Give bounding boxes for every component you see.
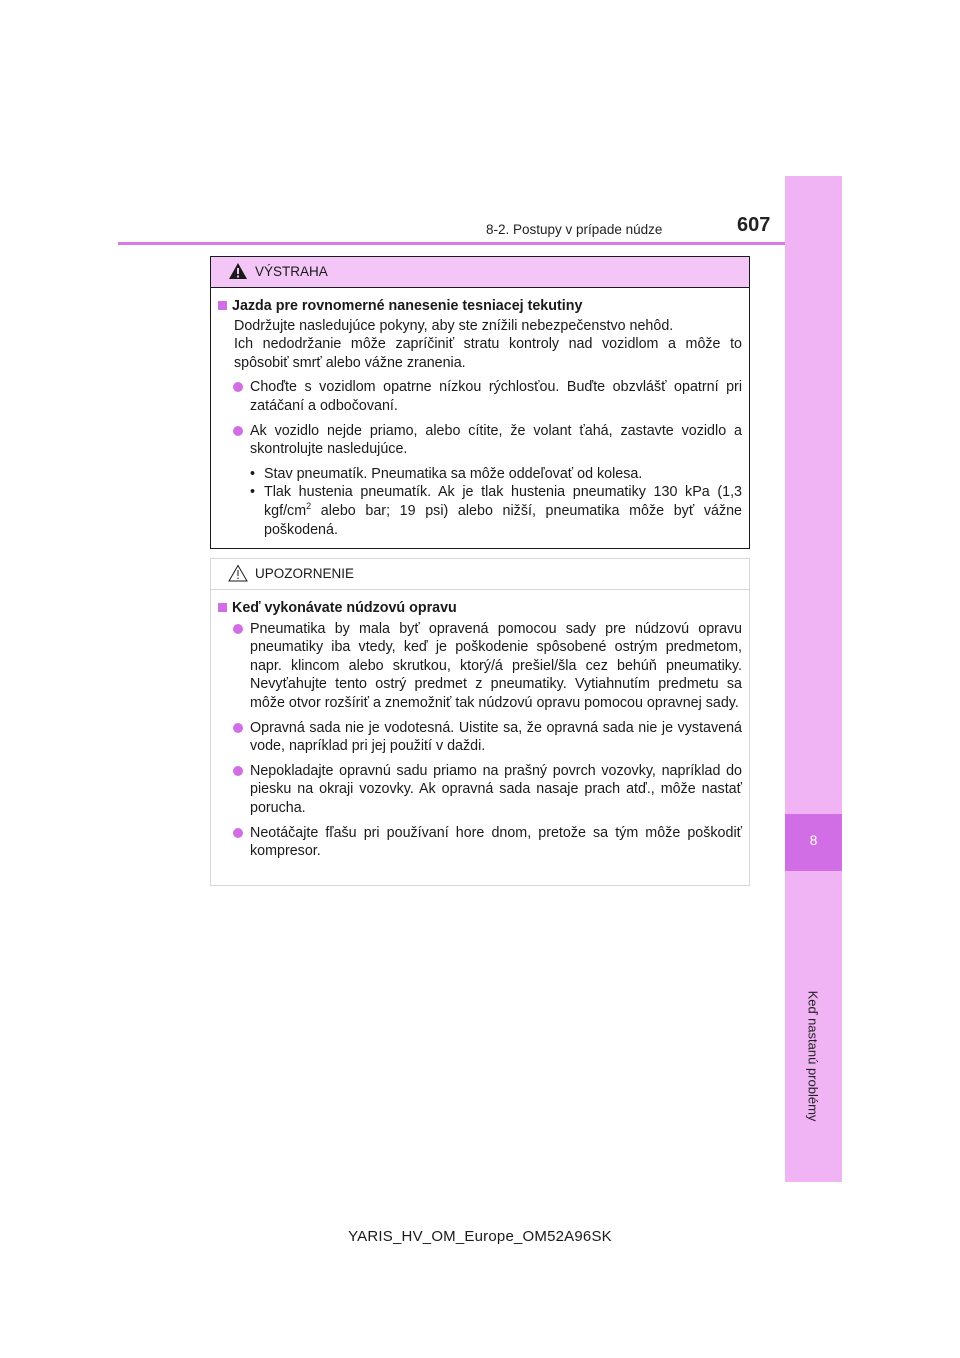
warning-sub-item-text: Stav pneumatík. Pneumatika sa môže oddeľovať od kolesa.: [264, 465, 643, 482]
caution-triangle-icon: [228, 564, 248, 582]
warning-sub-item: [250, 465, 742, 484]
caution-bullet-text: Neotáčajte fľašu pri používaní hore dnom, pretože sa tým môže poškodiť kompresor.: [250, 824, 742, 860]
chapter-side-tab: [785, 176, 842, 1182]
round-bullet-icon: [233, 828, 243, 838]
caution-bullet: [250, 762, 742, 818]
warning-body: [211, 288, 749, 539]
warning-topic: [218, 297, 742, 316]
warning-sub-item: [250, 483, 742, 539]
header-section-title: 8-2. Postupy v prípade núdze: [486, 222, 663, 237]
chapter-title: Keď nastanú problémy: [805, 990, 821, 1122]
round-bullet-icon: [233, 624, 243, 634]
caution-bullet: [250, 620, 742, 713]
warning-box: [210, 256, 750, 549]
caution-topic-text: Keď vykonávate núdzovú opravu: [232, 600, 457, 616]
caution-bullet-text: Opravná sada nie je vodotesná. Uistite sa, že opravná sada nie je vystavená vode, napríklad pri jej použití v daždi.: [250, 719, 742, 755]
warning-triangle-icon: [228, 262, 248, 280]
warning-bullet: [250, 422, 742, 459]
warning-header: [211, 257, 749, 288]
caution-label: UPOZORNENIE: [255, 566, 355, 581]
caution-box: [210, 558, 750, 886]
caution-bullet-text: Pneumatika by mala byť opravená pomocou sady pre núdzovú opravu pneumatiky iba vtedy, keď je poškodenie spôsobené ostrým predmetom, napr. klincom alebo skrutkou, ktorý/á prešiel/šla cez behúň pneumatiky. Nevyťahujte tento ostrý predmet z pneumatiky. Vytiahnutím predmetu sa môže otvor rozšíriť a znemožniť tak núdzovú opravu pomocou opravnej sady.: [250, 620, 742, 711]
caution-header: [211, 559, 749, 590]
warning-sub-list: [218, 465, 742, 539]
warning-label: VÝSTRAHA: [255, 264, 328, 279]
square-bullet-icon: [218, 301, 227, 310]
caution-topic: [218, 599, 742, 618]
superscript: 2: [306, 501, 312, 512]
warning-bullet: [250, 378, 742, 415]
header-rule: [118, 242, 785, 245]
page-number: 607: [737, 214, 771, 236]
chapter-number: 8: [809, 832, 818, 848]
warning-bullet-text: Ak vozidlo nejde priamo, alebo cítite, že volant ťahá, zastavte vozidlo a skontrolujte nasledujúce.: [250, 422, 742, 458]
warning-sub-item-text-pre: Tlak hustenia pneumatík. Ak je tlak hustenia pneumatiky 130 kPa (1,3 kgf/cm: [264, 484, 742, 519]
caution-bullet: [250, 719, 742, 756]
dot-marker-icon: •: [250, 465, 256, 482]
square-bullet-icon: [218, 603, 227, 612]
dot-marker-icon: •: [250, 484, 256, 501]
caution-body: [211, 590, 749, 861]
caution-bullet: [250, 824, 742, 861]
warning-topic-text: Jazda pre rovnomerné nanesenie tesniacej tekutiny: [232, 298, 583, 314]
warning-intro-2: Ich nedodržanie môže zapríčiniť stratu kontroly nad vozidlom a môže to spôsobiť smrť alebo vážne zranenia.: [234, 336, 742, 371]
round-bullet-icon: [233, 723, 243, 733]
round-bullet-icon: [233, 382, 243, 392]
warning-sub-item-text-post: alebo bar; 19 psi) alebo nižší, pneumatika môže byť vážne poškodená.: [264, 502, 742, 538]
warning-bullet-text: Choďte s vozidlom opatrne nízkou rýchlosťou. Buďte obzvlášť opatrní pri zatáčaní a odbočovaní.: [250, 379, 742, 414]
round-bullet-icon: [233, 766, 243, 776]
round-bullet-icon: [233, 426, 243, 436]
caution-bullet-text: Nepokladajte opravnú sadu priamo na prašný povrch vozovky, napríklad do piesku na okraji vozovky. Ak opravná sada nasaje prach atď., môže nastať porucha.: [250, 762, 742, 816]
footer-doc-id: YARIS_HV_OM_Europe_OM52A96SK: [348, 1228, 612, 1245]
warning-intro-1: Dodržujte nasledujúce pokyny, aby ste znížili nebezpečenstvo nehôd.: [234, 317, 674, 334]
